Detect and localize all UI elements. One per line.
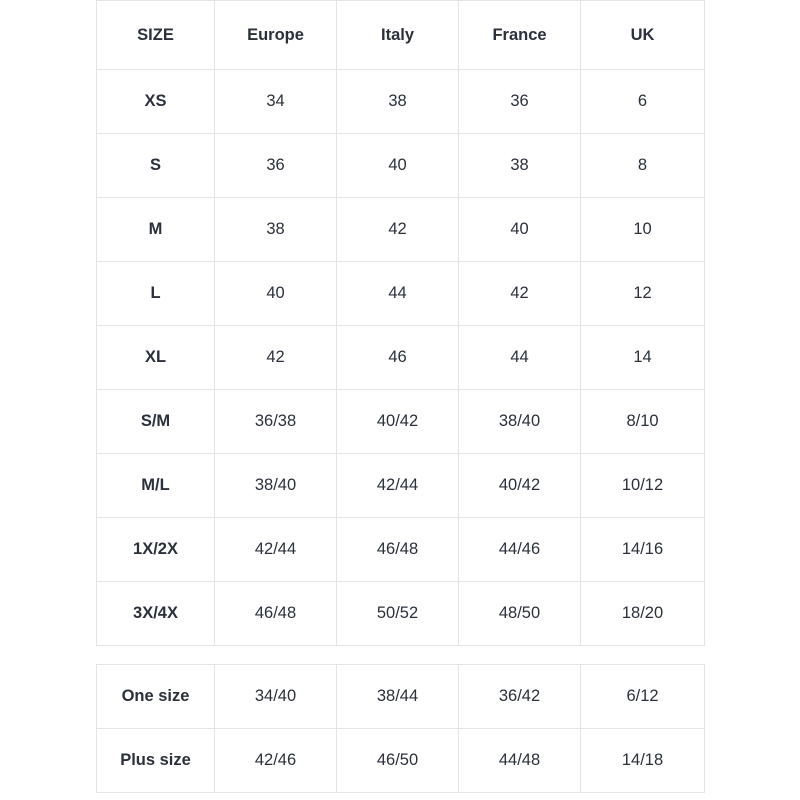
size-conversion-table-wrapper (96, 0, 704, 646)
cell-france: 38/40 (459, 390, 581, 454)
cell-europe: 38 (215, 198, 337, 262)
cell-europe: 46/48 (215, 582, 337, 646)
cell-size: 3X/4X (97, 582, 215, 646)
table-header-row (97, 1, 705, 70)
cell-france: 44 (459, 326, 581, 390)
cell-italy: 38 (337, 70, 459, 134)
cell-italy: 46 (337, 326, 459, 390)
cell-size: S (97, 134, 215, 198)
table-body (97, 665, 705, 793)
cell-europe: 38/40 (215, 454, 337, 518)
cell-france: 48/50 (459, 582, 581, 646)
table-row (97, 665, 705, 729)
cell-italy: 40 (337, 134, 459, 198)
cell-italy: 38/44 (337, 665, 459, 729)
cell-france: 42 (459, 262, 581, 326)
cell-size: S/M (97, 390, 215, 454)
cell-europe: 42/44 (215, 518, 337, 582)
cell-uk: 14 (581, 326, 705, 390)
cell-france: 38 (459, 134, 581, 198)
cell-size: Plus size (97, 729, 215, 793)
cell-france: 40/42 (459, 454, 581, 518)
cell-italy: 44 (337, 262, 459, 326)
cell-france: 40 (459, 198, 581, 262)
cell-europe: 34 (215, 70, 337, 134)
table-row (97, 729, 705, 793)
cell-italy: 42 (337, 198, 459, 262)
cell-france: 44/46 (459, 518, 581, 582)
cell-size: L (97, 262, 215, 326)
table-row (97, 454, 705, 518)
cell-france: 36/42 (459, 665, 581, 729)
cell-france: 36 (459, 70, 581, 134)
table-row (97, 262, 705, 326)
cell-italy: 50/52 (337, 582, 459, 646)
cell-size: M (97, 198, 215, 262)
cell-italy: 40/42 (337, 390, 459, 454)
cell-uk: 18/20 (581, 582, 705, 646)
cell-france: 44/48 (459, 729, 581, 793)
cell-europe: 36 (215, 134, 337, 198)
cell-size: One size (97, 665, 215, 729)
table-row (97, 198, 705, 262)
cell-uk: 6 (581, 70, 705, 134)
one-size-table-wrapper (96, 664, 704, 793)
cell-size: XL (97, 326, 215, 390)
column-header-europe: Europe (215, 1, 337, 70)
cell-uk: 8/10 (581, 390, 705, 454)
cell-size: 1X/2X (97, 518, 215, 582)
cell-uk: 10 (581, 198, 705, 262)
cell-europe: 42 (215, 326, 337, 390)
cell-europe: 42/46 (215, 729, 337, 793)
size-conversion-table (96, 0, 705, 646)
cell-uk: 10/12 (581, 454, 705, 518)
column-header-size: SIZE (97, 1, 215, 70)
cell-uk: 14/18 (581, 729, 705, 793)
cell-europe: 34/40 (215, 665, 337, 729)
cell-italy: 46/50 (337, 729, 459, 793)
table-row (97, 518, 705, 582)
table-row (97, 134, 705, 198)
cell-uk: 14/16 (581, 518, 705, 582)
table-row (97, 326, 705, 390)
cell-europe: 36/38 (215, 390, 337, 454)
column-header-france: France (459, 1, 581, 70)
table-body (97, 70, 705, 646)
column-header-uk: UK (581, 1, 705, 70)
table-header (97, 1, 705, 70)
cell-size: M/L (97, 454, 215, 518)
cell-italy: 42/44 (337, 454, 459, 518)
table-row (97, 582, 705, 646)
one-size-table (96, 664, 705, 793)
cell-uk: 6/12 (581, 665, 705, 729)
cell-italy: 46/48 (337, 518, 459, 582)
table-row (97, 390, 705, 454)
cell-europe: 40 (215, 262, 337, 326)
cell-uk: 12 (581, 262, 705, 326)
table-row (97, 70, 705, 134)
cell-uk: 8 (581, 134, 705, 198)
cell-size: XS (97, 70, 215, 134)
column-header-italy: Italy (337, 1, 459, 70)
